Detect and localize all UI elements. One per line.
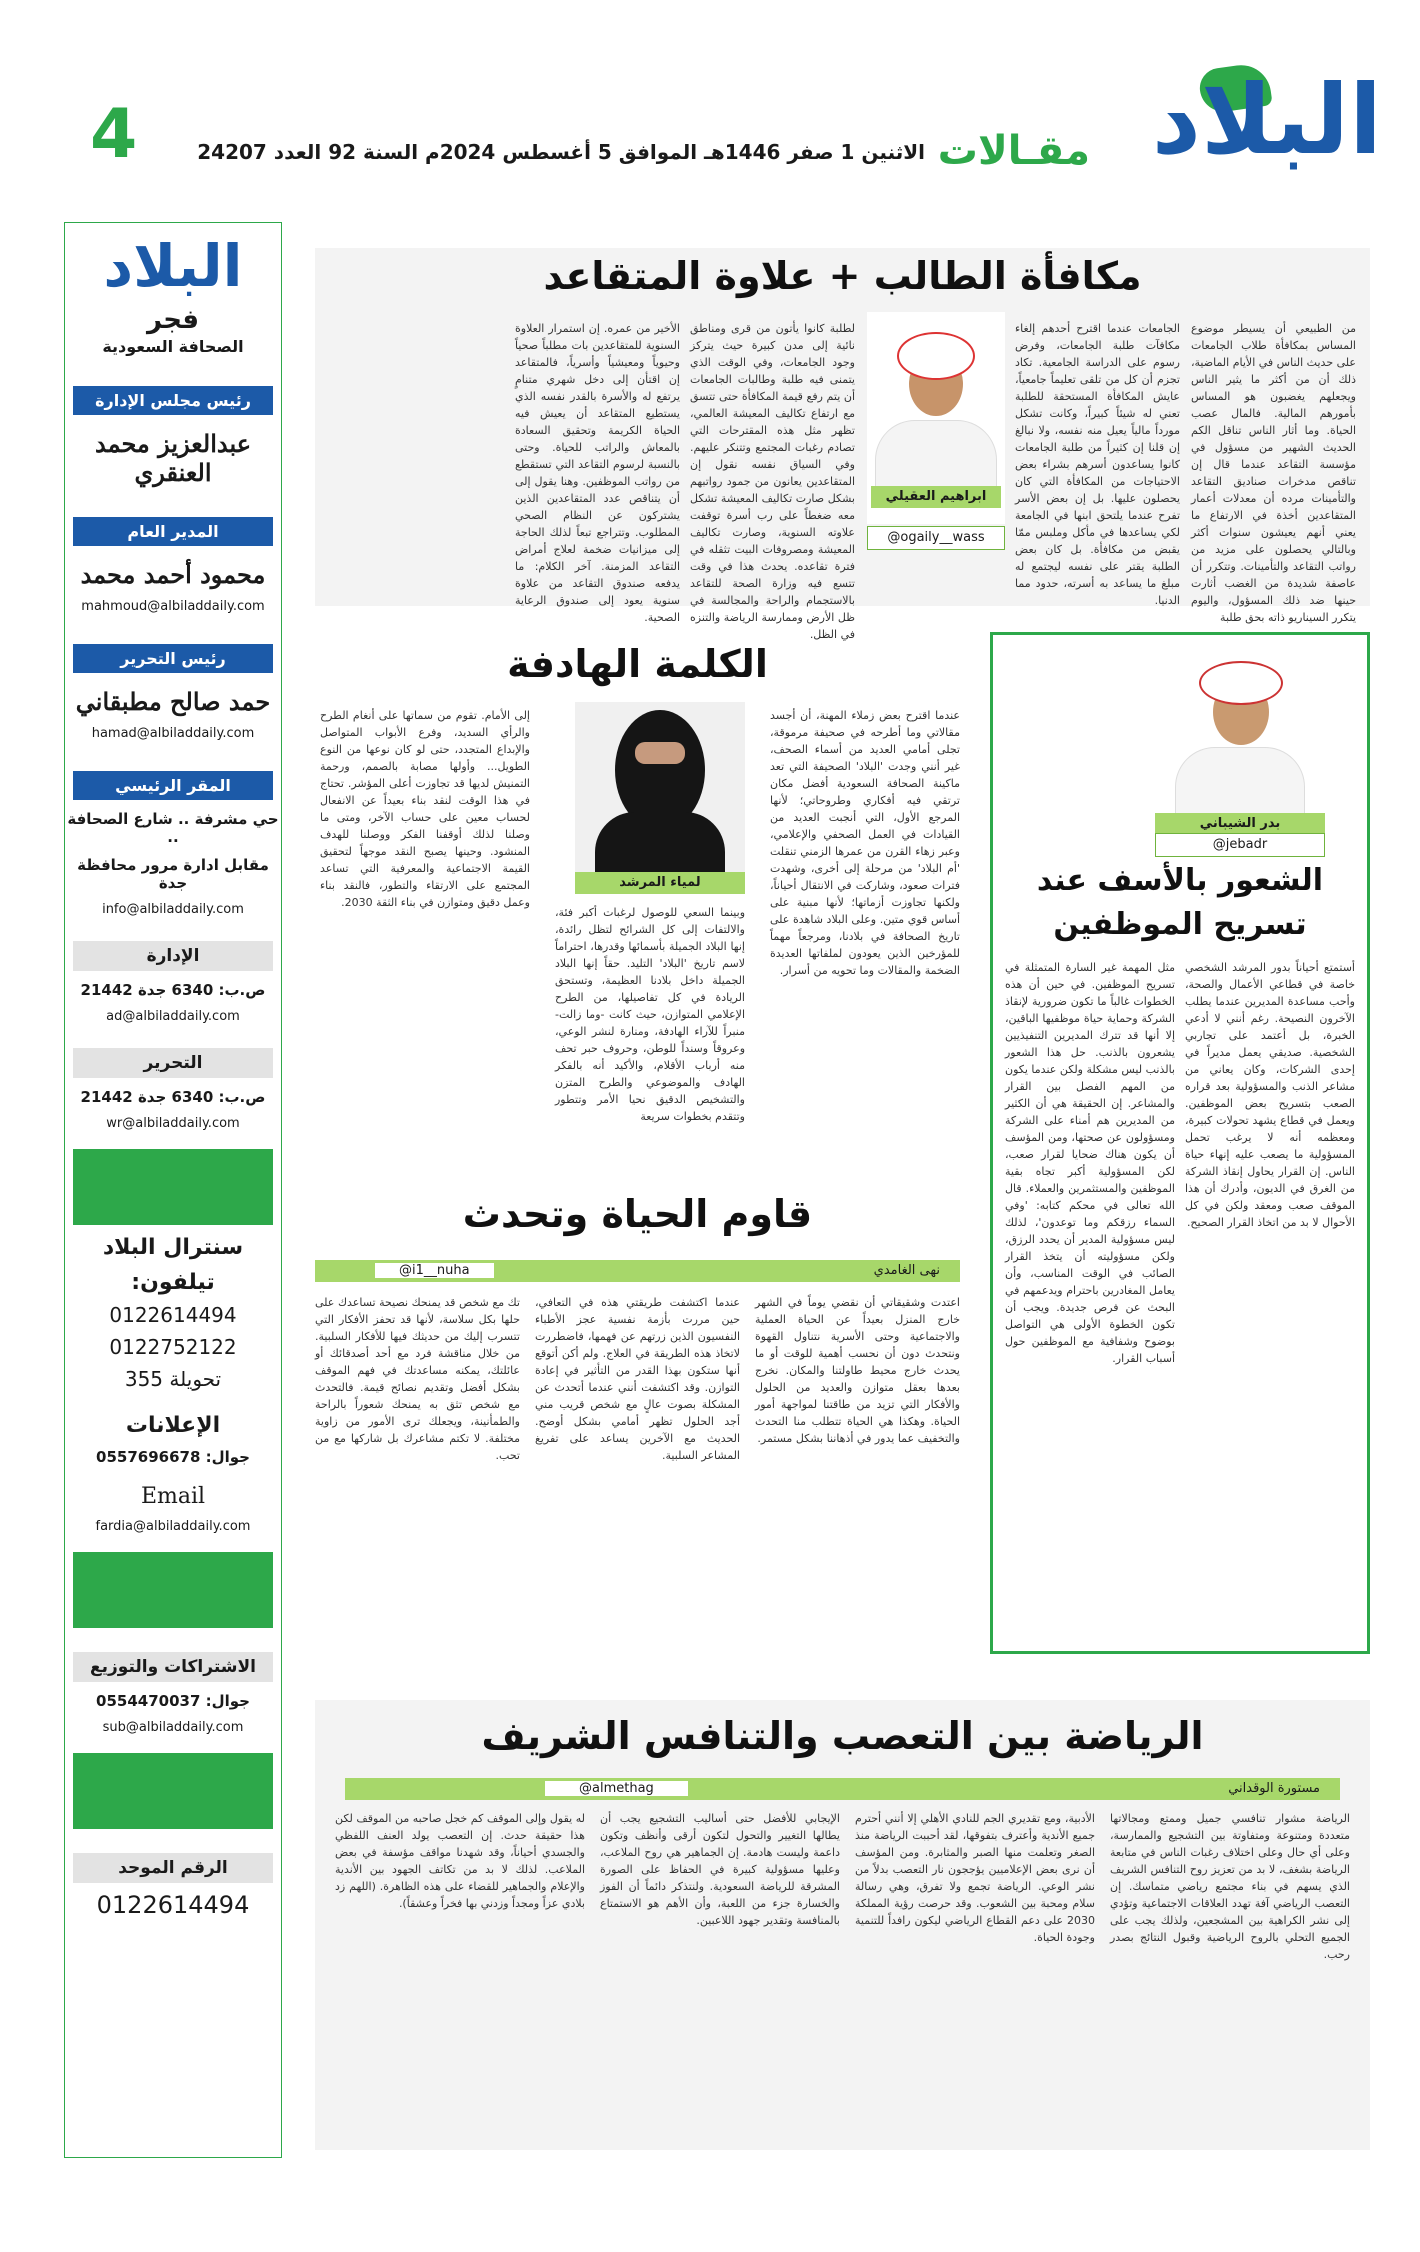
gm-name: محمود أحمد محمد — [80, 560, 266, 589]
article-sports — [315, 1700, 1370, 2150]
unified-number[interactable]: 0122614494 — [96, 1891, 250, 1919]
sidebar-fajr: فجر — [147, 305, 199, 335]
author-handle[interactable]: @almethag — [545, 1781, 688, 1796]
board-label: رئيس مجلس الإدارة — [73, 386, 273, 415]
masthead — [0, 0, 1420, 220]
article-column: اعتدت وشقيقاتي أن نقضي يوماً في الشهر خارج المنزل بعيداً عن الحياة العملية والاجتماعية وحتى الأسرية نتناول القهوة ونتحدث دون أن نحسب أهمية للوقت أو ما يحدث خارج محيط طاولتنا والمكان. نخرج بعدها بعقل متوازن والعديد من الحلول والأفكار التي تزيد من طاقتنا لمواجهة أمور الحياة. وهكذا هي الحياة تتطلب منا التحدث والتخفيف عما يدور في أذهاننا بشكل مستمر. — [755, 1296, 960, 1445]
sidebar-imprint — [64, 222, 282, 2158]
author-headdress — [897, 332, 975, 380]
author-bar — [315, 1260, 960, 1282]
subs-mobile[interactable]: جوال: 0554470037 — [96, 1692, 250, 1710]
article-title[interactable]: الكلمة الهادفة — [507, 642, 768, 686]
section-label: مقـالات — [937, 128, 1090, 174]
admin-po: ص.ب: 6340 جدة 21442 — [80, 981, 266, 999]
ads-label: الإعلانات — [125, 1413, 221, 1438]
edit-email[interactable]: wr@albiladdaily.com — [106, 1116, 240, 1131]
article-title[interactable]: مكافأة الطالب + علاوة المتقاعد — [543, 254, 1142, 298]
article-column: عندما اقترح بعض زملاء المهنة، أن أجسد مقالاتي وما أطرحه في صحيفة مرموقة، تجلى أمامي العديد من أسماء الصحف، غير أنني وجدت 'البلاد' الصحيفة التي تعد ماكينة الصحافة السعودية أفضل مكان ترتقي فيه أفكاري وطروحاتي؛ لأنها المرجع الأول، التي أنجبت العديد من القيادات في العمل الصحفي والإعلامي، وعبر زهاء القرن من عمرها الزمني تنقلت 'أم البلاد' من مرحلة إلى أخرى، وشهدت فترات صعود، وشاركت في الانتقال أحياناً، ولكنها تجاوزت أزماتها؛ لأنها مبنية على أساس قوي متين. وعلى البلاد شاهدة على تاريخ الصحافة في بلادنا، ومرجعاً مهماً للمؤرخين الذين يعودون لملفاتها العديدة الضخمة والمقالات وما تحويه من أسرار. — [770, 709, 960, 977]
editor-name: حمد صالح مطبقاني — [75, 687, 271, 716]
sidebar-green-block-3 — [73, 1753, 273, 1829]
unified-label: الرقم الموحد — [73, 1853, 273, 1883]
article-column: إلى الأمام. تقوم من سماتها على أنغام الطرح والرأي السديد، وفرع الأبواب المتواصل والإبداع المتجدد، حتى لو كان نوعها من النوع الطويل... وأولها مصابة بالصمم، ورحمة التمنيش لديها قد تجاوزت أعلى المؤشر. تحتاج في هذا الوقت لنقد بناء بعيداً عن الانفعال لحساب معين على حساب الآخر، ومتى ما وصلنا لذلك أوقفنا الفكر ووصلنا للهدف المنشود. وحينها يصبح النقد موجهاً لتحقيق القيمة الاجتماعية والمعرفية التي تساعد المجتمع على الارتقاء والتطور، فالنقد بناء وعمل دقيق ومتوازن في بناء الثقة 2030. — [320, 709, 530, 909]
author-photo — [575, 702, 745, 882]
gm-email[interactable]: mahmoud@albiladdaily.com — [81, 599, 265, 614]
article-column: من الطبيعي أن يسيطر موضوع المساس بمكافأة طلاب الجامعات على حديث الناس في الأيام الماضية، ذلك أن من أكثر ما يثير الناس ويجعلهم يغضبون هو المساس بأمورهم المالية. فالمال عصب الحياة. وما أثار الناس تناقل الكم الحديث الشهير من مسؤول في مؤسسة التقاعد عندما قال إن تناقص مدخرات صناديق التقاعد والتأمينات مرده أن معدلات أعمار المتقاعدين أخذة في الارتفاع ما يعني أنهم يعيشون سنوات أكثر وبالتالي يحصلون على مزيد من رواتب التقاعد والتأمينات. وتتكرر أن عاصفة شديدة من الغضب أثارت حينها ضد ذلك المسؤول، واليوم يتكرر السيناريو ذاته بحق طلبة — [1190, 322, 1356, 624]
edit-label: التحرير — [73, 1048, 273, 1078]
author-headdress — [1199, 661, 1283, 705]
phones-label: تيلفون: — [131, 1270, 215, 1295]
ads-mobile[interactable]: جوال: 0557696678 — [96, 1448, 250, 1466]
article-title[interactable]: الرياضة بين التعصب والتنافس الشريف — [481, 1714, 1204, 1758]
page-number: 4 — [90, 95, 138, 174]
hq-address-2: مقابل ادارة مرور محافظة جدة — [77, 856, 269, 892]
author-photo — [867, 312, 1005, 524]
newspaper-logo[interactable]: البلاد — [1151, 64, 1382, 176]
hq-label: المقر الرئيسي — [73, 771, 273, 800]
extension: تحويلة 355 — [124, 1367, 222, 1391]
hq-email[interactable]: info@albiladdaily.com — [102, 902, 244, 917]
ads-email[interactable]: fardia@albiladdaily.com — [95, 1519, 251, 1534]
board-name: عبدالعزيز محمد العنقري — [94, 429, 252, 487]
author-handle[interactable]: @i1__nuha — [375, 1263, 494, 1278]
central-label: سنترال البلاد — [102, 1235, 244, 1260]
dateline: الاثنين 1 صفر 1446هـ الموافق 5 أغسطس 2024م السنة 92 العدد 24207 — [197, 140, 925, 164]
editor-email[interactable]: hamad@albiladdaily.com — [91, 726, 255, 741]
article-title[interactable]: قاوم الحياة وتحدث — [462, 1192, 813, 1236]
sidebar-fajr-sub: الصحافة السعودية — [102, 337, 244, 356]
article-student-reward — [315, 248, 1370, 641]
sidebar-green-block-2 — [73, 1552, 273, 1628]
article-column: مثل المهمة غير السارة المتمثلة في تسريح الموظفين. في حين أن هذه الخطوات غالباً ما تكون ضرورية لإنقاذ الشركة وحماية حياة موظفيها الباقين، إلا أنها قد تترك المديرين التنفيذيين يشعرون بالذنب. حل هذا الشعور بالذنب ليس مشكلة ولكن عندما يكون من المهم الفصل بين القرار والمشاعر. إن الحقيقة هي أن الكثير من المديرين هم أمناء على الشركة ومسؤولون عن صحتها، ومن المؤسف أن يكون هناك ضحايا لقرار صعب، لكن المسؤولية أكبر تجاه بقية الموظفين والمستثمرين والعملاء. قال الله تعالى في محكم كتابه: 'وفي السماء رزقكم وما توعدون'، لذلك ليس مسؤولية المدير أن يحدد الرزق، ولكن مسؤوليته أن يتخذ القرار الصائب في الوقت المناسب، وأن يعامل المغادرين باحترام ويدعمهم في البحث عن فرص جديدة. ويجب أن تكون الخطوة الأولى هي التواصل بوضوح وشفافية مع الموظفين حول أسباب القرار. — [1005, 961, 1175, 1365]
admin-label: الإدارة — [73, 941, 273, 971]
article-column: الجامعات عندما اقترح أحدهم إلغاء مكافآت طلبة الجامعات، وفرض رسوم على الدراسة الجامعية. تكاد تجزم أن كل من تلقى تعليماً جامعياً، عايش المكافأة المستحقة للطلبة تعني له شيئاً كبيراً، وكانت تشكل مورداً مالياً يعيل منه نفسه، ولا نبالغ إن قلنا إن كثيراً من طلبة الجامعات كانوا يساعدون أسرهم بشراء بعض الاحتياجات من المكافأة التي كان يحصلون عليها. بل إن بعض الأسر تفرح عندما يلتحق ابنها في الجامعة لكي يساعدها في مأكل وملبس ممّا يقبض من مكافأة. بل كان بعض الطلبة يقتر على نفسه ليجتمع له مبلغ ما يساعد به أسرته، حدود مما الدنيا. — [1015, 322, 1180, 607]
article-column: تك مع شخص قد يمنحك نصيحة تساعدك على حلها بكل سلاسة، لأنها قد تحفز الأفكار التي تتسرب إليك من حديثك فيها للأفكار السلبية. من خلال مناقشة فرد مع أحد أصدقائك أو عائلتك، يمكنه مساعدتك في فهم الموقف بشكل أفضل وتقديم نصائح قيمة. فالتحدث مع شخص تثق به يمنحك شعوراً بالراحة والطمأنينة، ويجعلك ترى الأمور من زاوية مختلفة. لا تكتم مشاعرك بل شاركها مع من تحب. — [315, 1296, 520, 1462]
subs-label: الاشتراكات والتوزيع — [73, 1652, 273, 1682]
email-label: Email — [140, 1484, 206, 1509]
gm-label: المدير العام — [73, 517, 273, 546]
article-resist-life — [315, 1192, 960, 1652]
article-column: الأخير من عمره. إن استمرار العلاوة السنوية للمتقاعدين بات مطلباً صحياً وحيوياً ومعيشياً وأسرياً، فالمتقاعد إن اقتأن إلى دخل شهري متنامٍ يرتفع له والأسرة بالقدر نفسه الذي يستطيع المتقاعد أن يعيش فيه الحياة الكريمة وتحقيق السعادة بالمعاش والراتب للحياة. وحتى بالنسبة لرسوم التقاعد التي تستقطع من رواتب الموظفين. وهنا يقول إلى أن يتناقص عدد المتقاعدين الذين يشتركون عن النظام الصحي المطلوب. وتتراجع تبعاً لذلك الحاجة إلى ميزانيات ضخمة لعلاج أمراض التقاعد المزمنة. آخر الكلام: ما يدفعه صندوق التقاعد من علاوة سنوية يعود إلى صندوق الرعاية الصحية. — [515, 322, 680, 624]
article-purposeful-word — [315, 642, 960, 1162]
sidebar-logo: البلاد — [103, 232, 243, 300]
author-name: نهى الغامدي — [873, 1263, 940, 1278]
author-handle[interactable]: @jebadr — [1155, 833, 1325, 857]
admin-email[interactable]: ad@albiladdaily.com — [106, 1009, 240, 1024]
subs-email[interactable]: sub@albiladdaily.com — [102, 1720, 244, 1735]
author-name: ابراهيم العقيلي — [871, 486, 1001, 508]
author-name: لمياء المرشد — [575, 872, 745, 894]
author-handle[interactable]: @ogaily__wass — [867, 526, 1005, 550]
article-column: أستمتع أحياناً بدور المرشد الشخصي خاصة في قطاعي الأعمال والصحة، وأحب مساعدة المديرين عندما يطلب الآخرون النصيحة. رغم أنني لا أدعي الخبرة، بل أعتمد على تجاربي الشخصية. صديقي يعمل مديراً في إحدى الشركات، وكان يعاني من مشاعر الذنب والمسؤولية بعد قراره الصعب بتسريح بعض الموظفين. ويعمل في قطاع يشهد تحولات كبيرة، ومعظمه أنه لا يرغب تحمل المسؤولية ما يصعب عليه إنهاء حياة الناس. إن القرار يحاول إنقاذ الشركة من الغرق في الديون، وأدرك أن هذا الموقف صعب ومعقد ولكن في كل الأحوال لا بد من اتخاذ القرار الصحيح. — [1185, 961, 1355, 1229]
author-bar — [345, 1778, 1340, 1800]
article-column: الرياضة مشوار تنافسي جميل وممتع ومجالاتها متعددة ومتنوعة ومتفاوتة بين التشجيع والممارسة، وعلى أي حال وعلى اختلاف رغبات الناس في متابعة الرياضة بشغف، لا بد من تعزيز روح التنافس الشريف الذي يسهم في بناء مجتمع رياضي متماسك. إن التعصب الرياضي آفة تهدد العلاقات الاجتماعية وتؤدي إلى نشر الكراهية بين المشجعين، ولذلك يجب على الجميع التحلي بالروح الرياضية وقبول النتائج بصدر رحب. — [1110, 1812, 1350, 1961]
article-column: وبينما السعي للوصول لرغبات أكبر فئة، والالتفات إلى كل الشرائح لتظل رائدة، إنها البلاد الجميلة بأسمائها وقدرها، احتراماً لاسم تاريخ 'البلاد' التليد. حقاً إنها البلاد الجميلة داخل بلادنا العظيمة، وتستحق الريادة في كل تفاصيلها، من الطرح الإعلامي المتوازن، حيث كانت -وما زالت- منبراً للآراء الهادفة، ومنارة لنشر الوعي، وعروقاً وسنداً للوطن، وحروف حبر تحف منه أرباب الأقلام، والأكيد أنه بالفكر الهادف والموضوعي والطرح المتزن والتشخيص الدقيق نحيا الأمر وتتطور وتتقدم بخطوات سريعة — [555, 906, 745, 1123]
article-column: لطلبة كانوا يأتون من قرى ومناطق نائية إلى مدن كبيرة حيث يتركز وجود الجامعات، وفي الوقت الذي يتمنى فيه طلبة وطالبات الجامعات أن يتم رفع قيمة المكافأة حتى تتسق مع ارتفاع تكاليف المعيشة العالمي، تظهر مثل هذه المقترحات التي تصادم رغبات المجتمع وتتنكر عليهم. وفي السياق نفسه نقول إن المتقاعدين يعانون من جمود رواتبهم بشكل صارت تكاليف المعيشة تشكل معه ضغطاً على رب أسرة توقفت علاوته السنوية، وصارت تكاليف المعيشة ومصروفات البيت تثقله في فترة تقاعده. يحدث هذا في وقت تتسع فيه وزارة الصحة للتقاعد بالاستجمام والراحة والمجالسة في ظل الأرض وممارسة الرياضة والتنزه في الظل. — [690, 322, 855, 641]
hq-address-1: حي مشرفة .. شارع الصحافة .. — [67, 810, 279, 846]
article-column: له يقول وإلى الموقف كم خجل صاحبه من الموقف لكن هذا حقيقة حدث. إن التعصب يولد العنف اللفظي والجسدي أحياناً، وقد شهدنا مواقف مؤسفة في بعض الملاعب. لذلك لا بد من تكاتف الجهود بين الأندية والإعلام والجماهير للقضاء على هذه الظاهرة. (اللهم زد بلادي عزاً ومجداً وزدني بها فخراً وعشقاً). — [335, 1812, 585, 1910]
author-name: مستورة الوقداني — [1228, 1781, 1320, 1796]
sidebar-green-block — [73, 1149, 273, 1225]
author-name: بدر الشيباني — [1155, 813, 1325, 835]
phone-2[interactable]: 0122752122 — [109, 1335, 237, 1359]
phone-1[interactable]: 0122614494 — [109, 1303, 237, 1327]
article-column: عندما اكتشفت طريقتي هذه في التعافي، حين مررت بأزمة نفسية عجز الأطباء النفسيون الذين زرتهم عن فهمها، فاضطررت لاتخاذ هذه الطريقة في العلاج. ولم أكن أتوقع أنها ستكون بهذا القدر من التأثير في إعادة التوازن. وقد اكتشفت أنني عندما أتحدث عن المشكلة بصوت عالٍ مع شخص قريب مني أجد الحلول تظهر أمامي بشكل أوضح. الحديث مع الآخرين يساعد على تفريغ المشاعر السلبية. — [535, 1296, 740, 1462]
article-layoffs — [995, 637, 1365, 1649]
article-column: الإيجابي للأفضل حتى أساليب التشجيع يجب أن يطالها التغيير والتحول لتكون أرقى وأنظف وتكون داعمة وليست هادمة. إن الجماهير هي روح الملاعب، وعليها مسؤولية كبيرة في الحفاظ على الصورة المشرقة للرياضة السعودية. ولنتذكر دائماً أن الفوز والخسارة جزء من اللعبة، وأن الأهم هو الاستمتاع بالمنافسة وتقدير جهود اللاعبين. — [600, 1812, 840, 1927]
article-column: الأدبية، ومع تقديري الجم للنادي الأهلي إلا أنني أحترم جميع الأندية وأعترف بتفوقها، لقد أحببت الرياضة منذ الصغر وتعلمت منها الصبر والمثابرة. ومن المؤسف أن نرى بعض الإعلاميين يؤججون نار التعصب بدلاً من نشر الوعي. الرياضة تجمع ولا تفرق، وهي رسالة سلام ومحبة بين الشعوب. وقد حرصت رؤية المملكة 2030 على دعم القطاع الرياضي ليكون رافداً للتنمية وجودة الحياة. — [855, 1812, 1095, 1944]
article-title[interactable]: الشعور بالأسف عند تسريح الموظفين — [1036, 863, 1324, 942]
editor-label: رئيس التحرير — [73, 644, 273, 673]
author-face — [635, 742, 685, 764]
edit-po: ص.ب: 6340 جدة 21442 — [80, 1088, 266, 1106]
